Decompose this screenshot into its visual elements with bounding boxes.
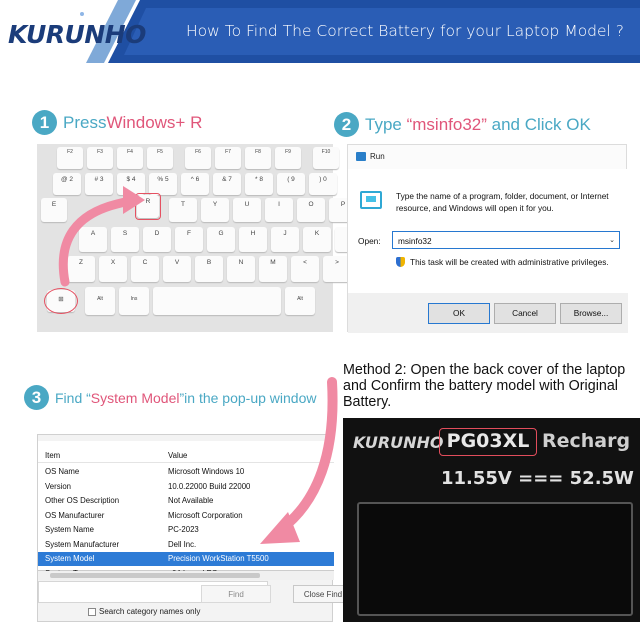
key: F5 <box>147 147 173 169</box>
scrollbar-thumb[interactable] <box>50 573 260 578</box>
key: ^ 6 <box>181 173 209 195</box>
key: M <box>259 256 287 282</box>
step-1-number: 1 <box>32 110 57 135</box>
battery-brand-logo: KURUNHO <box>353 433 444 452</box>
key: F2 <box>57 147 83 169</box>
key: I <box>265 198 293 222</box>
row-item: OS Name <box>45 467 80 476</box>
key: H <box>239 227 267 252</box>
row-value: Microsoft Corporation <box>168 510 243 520</box>
key: C <box>131 256 159 282</box>
step-1-heading <box>32 110 202 135</box>
pointer-arrow-icon <box>240 372 350 552</box>
admin-shield-icon <box>396 257 405 267</box>
key: $ 4 <box>117 173 145 195</box>
horizontal-scrollbar[interactable] <box>38 571 334 580</box>
run-dialog-title: Run <box>370 152 385 161</box>
run-command-input[interactable] <box>392 231 620 249</box>
run-app-icon <box>356 152 366 161</box>
run-dialog-footer <box>348 293 628 333</box>
key: D <box>143 227 171 252</box>
key: X <box>99 256 127 282</box>
key: ) 0 <box>309 173 337 195</box>
key: F3 <box>87 147 113 169</box>
windows-key: ⊞ <box>47 290 75 312</box>
step-2-text-before: Type <box>365 114 407 134</box>
step-1-highlight: Windows+ R <box>106 112 203 132</box>
admin-note: This task will be created with administrative privileges. <box>410 257 609 267</box>
row-value: Precision WorkStation T5500 <box>168 554 269 563</box>
run-description: Type the name of a program, folder, document, or Internet resource, and Windows will open it for you. <box>396 191 609 213</box>
pointer-arrow-icon <box>37 144 333 332</box>
battery-specs: 11.55V === 52.5W <box>441 468 634 489</box>
key: F4 <box>117 147 143 169</box>
key: Ins <box>119 287 149 315</box>
row-value: Microsoft Windows 10 <box>168 467 245 476</box>
row-value: PC-2023 <box>168 525 199 534</box>
key: O <box>297 198 325 222</box>
chevron-down-icon[interactable]: ⌄ <box>609 237 615 244</box>
key: F10 <box>313 147 339 169</box>
row-item: OS Manufacturer <box>45 510 105 520</box>
row-item: Other OS Description <box>45 496 120 505</box>
key: V <box>163 256 191 282</box>
row-value: Dell Inc. <box>168 539 197 549</box>
key: Alt <box>85 287 115 315</box>
key: F <box>175 227 203 252</box>
key: ( 9 <box>277 173 305 195</box>
step-3-number: 3 <box>24 385 49 410</box>
ok-button[interactable]: OK <box>428 303 490 324</box>
key: N <box>227 256 255 282</box>
run-dialog <box>347 144 627 332</box>
key: A <box>79 227 107 252</box>
column-header-item: Item <box>45 451 61 460</box>
key: F6 <box>185 147 211 169</box>
step-3-highlight: System Model <box>90 389 180 406</box>
key-r: R <box>137 195 159 218</box>
find-button[interactable]: Find <box>201 585 271 603</box>
search-category-checkbox[interactable] <box>88 608 96 616</box>
key: F8 <box>245 147 271 169</box>
row-item: System Name <box>45 525 94 534</box>
browse-button[interactable]: Browse... <box>560 303 622 324</box>
key: Y <box>201 198 229 222</box>
row-value: Not Available <box>168 496 214 505</box>
key: G <box>207 227 235 252</box>
key: # 3 <box>85 173 113 195</box>
key: * 8 <box>245 173 273 195</box>
step-2-heading <box>334 112 591 137</box>
battery-model-highlight: PG03XL <box>439 428 537 456</box>
open-label: Open: <box>358 236 381 246</box>
step-3-text-after: ”in the pop-up window <box>179 389 317 406</box>
column-header-value: Value <box>168 451 188 460</box>
brand-logo: KURUNHO <box>8 20 146 49</box>
step-3-text-before: Find “ <box>55 389 91 406</box>
step-1-text: Press <box>63 112 107 132</box>
keyboard-photo <box>37 144 346 332</box>
key: K <box>303 227 331 252</box>
step-2-number: 2 <box>334 112 359 137</box>
battery-label-text: Recharg <box>542 430 631 452</box>
key: P <box>329 198 357 222</box>
key: B <box>195 256 223 282</box>
search-category-label: Search category names only <box>99 607 201 616</box>
key: @ 2 <box>53 173 81 195</box>
key: J <box>271 227 299 252</box>
key: T <box>169 198 197 222</box>
key: F7 <box>215 147 241 169</box>
key: E <box>41 198 67 222</box>
close-find-button[interactable]: Close Find <box>293 585 353 603</box>
step-2-highlight: “msinfo32” <box>406 114 487 134</box>
key: & 7 <box>213 173 241 195</box>
key: S <box>111 227 139 252</box>
key: % 5 <box>149 173 177 195</box>
method-2-text: Method 2: Open the back cover of the laptop and Confirm the battery model with Original Battery. <box>343 362 626 410</box>
battery-label-frame <box>357 502 633 616</box>
page-title: How To Find The Correct Battery for your Laptop Model ? <box>186 22 625 40</box>
row-item: System Manufacturer <box>45 539 120 549</box>
table-row-selected[interactable] <box>38 552 334 566</box>
run-program-icon <box>360 191 382 209</box>
run-input-value: msinfo32 <box>398 236 432 246</box>
step-2-text-after: and Click OK <box>486 114 591 134</box>
key: Alt <box>285 287 315 315</box>
cancel-button[interactable]: Cancel <box>494 303 556 324</box>
row-item: Version <box>45 481 72 491</box>
header-banner <box>0 0 640 63</box>
battery-label-photo <box>343 418 640 622</box>
key: Z <box>67 256 95 282</box>
row-value: 10.0.22000 Build 22000 <box>168 481 251 491</box>
row-item: System Model <box>45 554 95 563</box>
key: < <box>291 256 319 282</box>
key: > <box>323 256 351 282</box>
key: F9 <box>275 147 301 169</box>
key: U <box>233 198 261 222</box>
